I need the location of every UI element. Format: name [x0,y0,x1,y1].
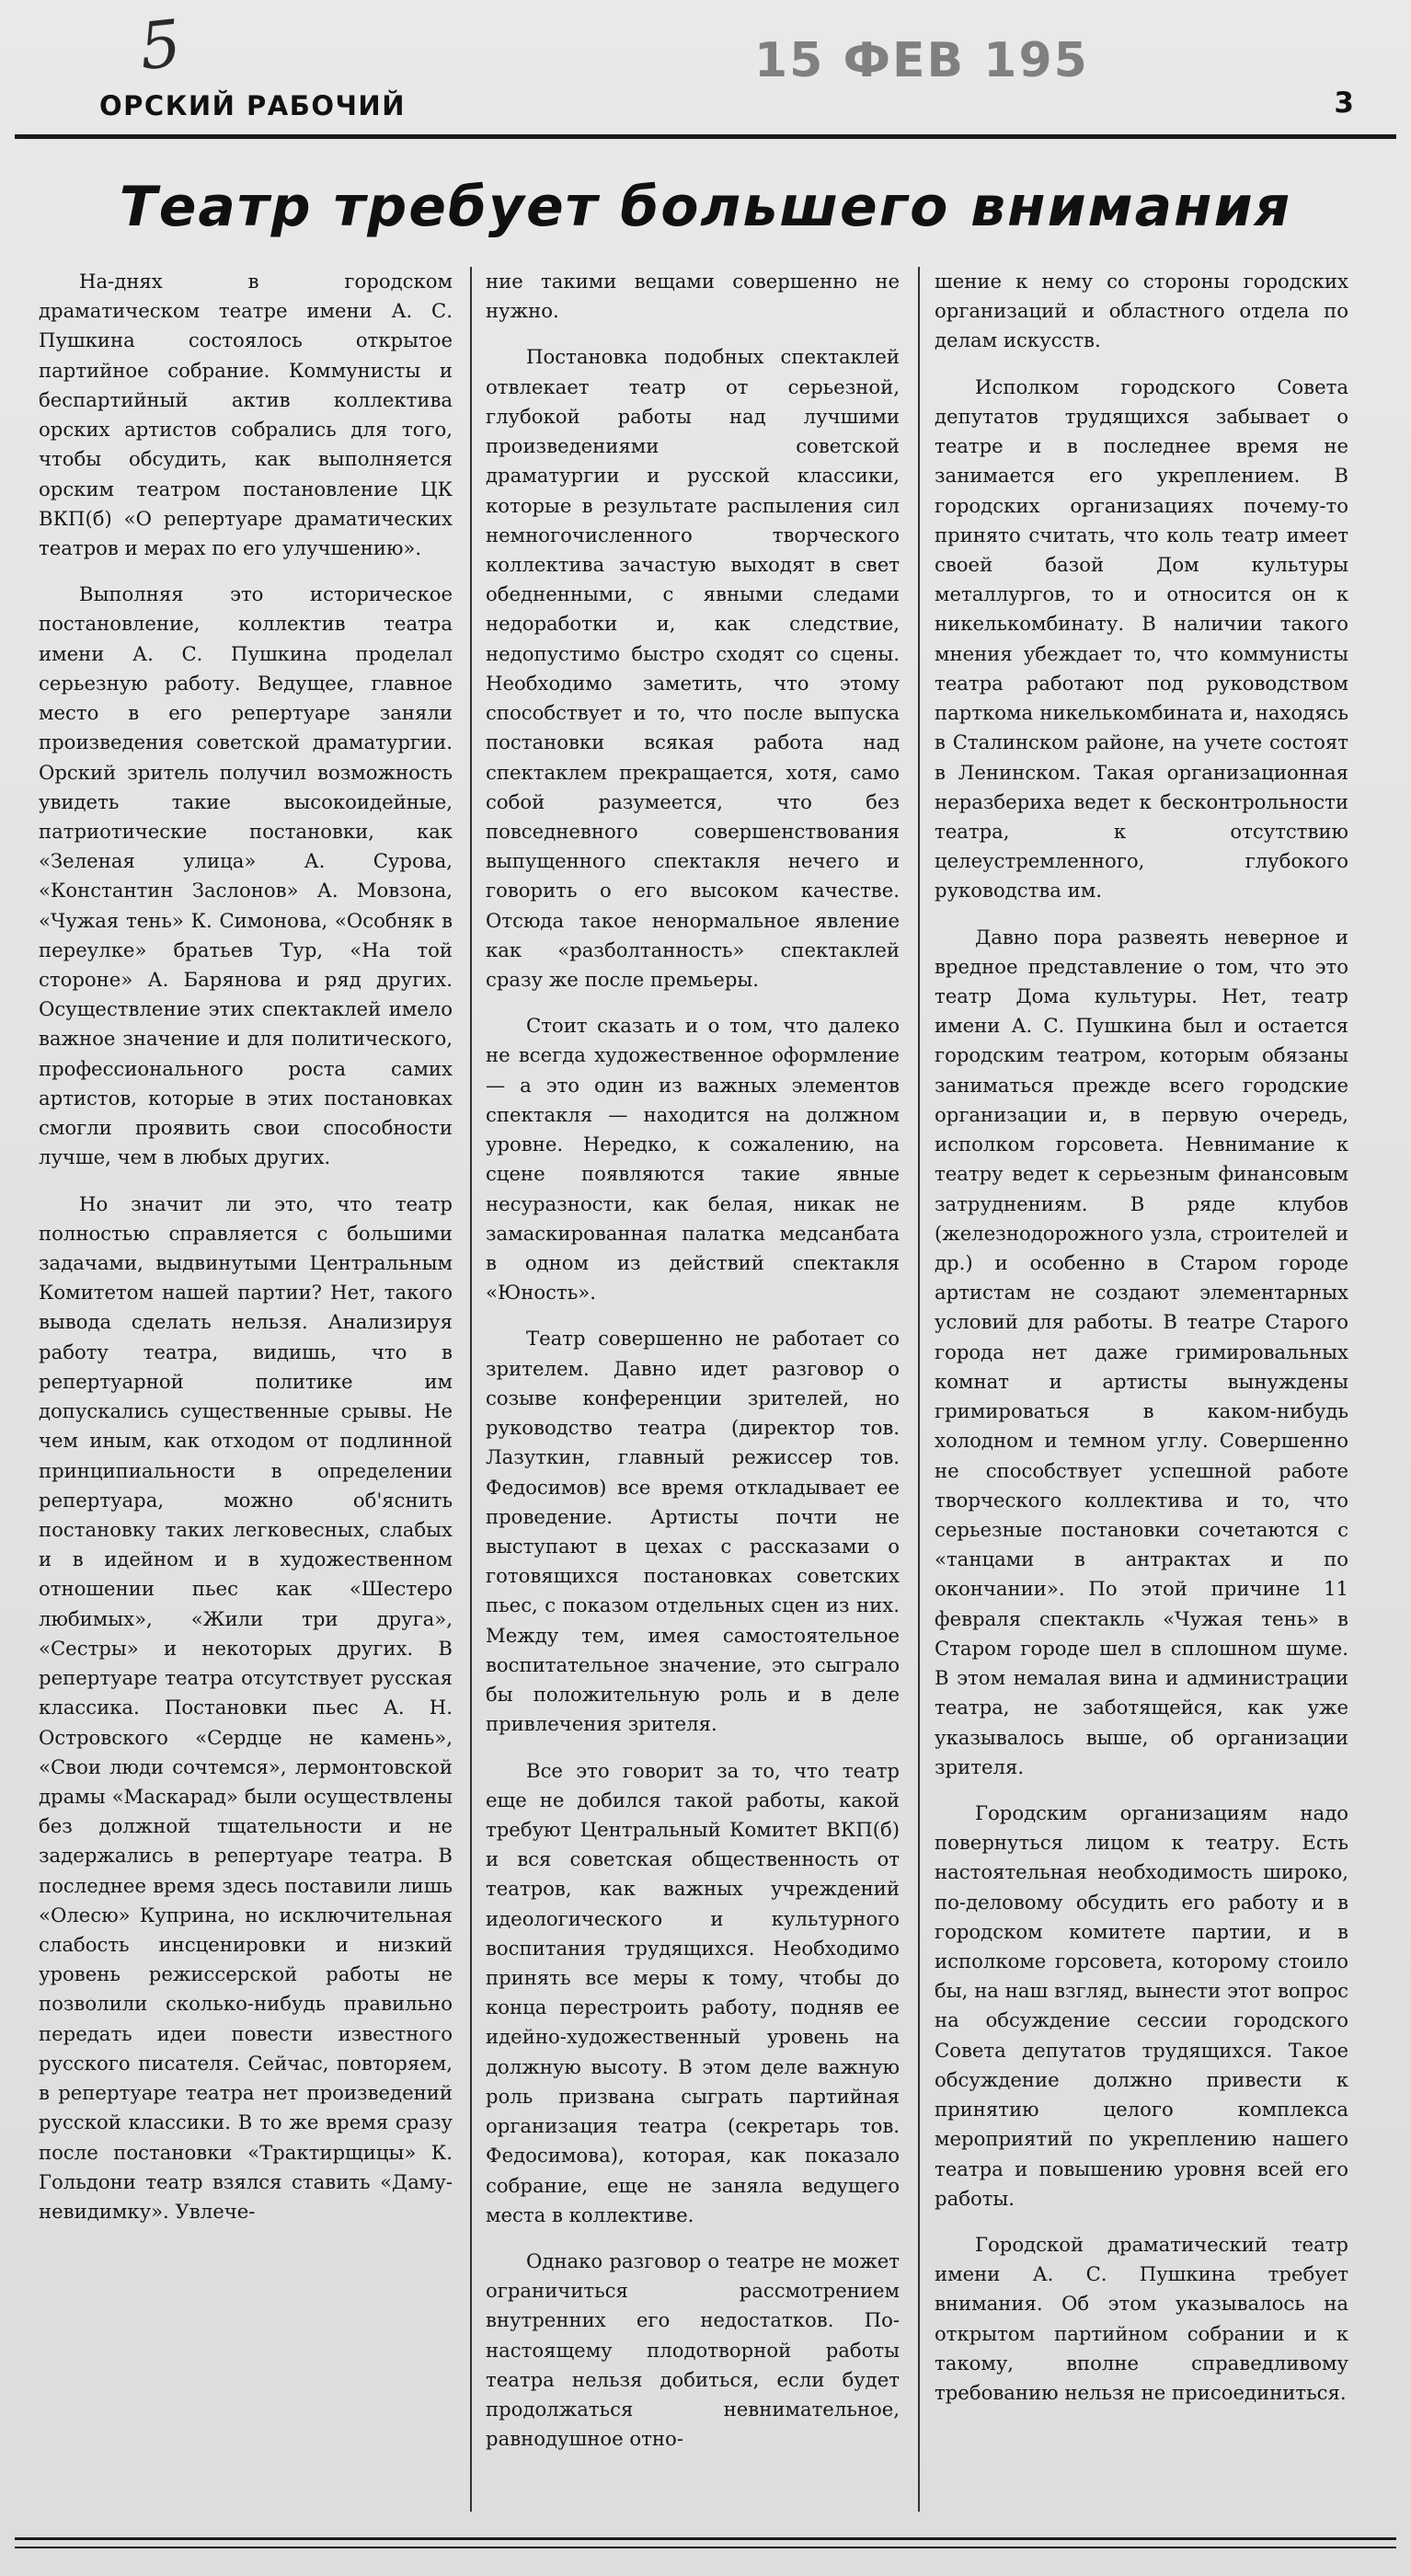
paragraph: Выполняя это историческое постановление, коллектив театра имени А. С. Пушкина проделал серьезную работу. Ведущее, главное место в его репертуаре заняли произведения советской драматургии. Орский зритель получил возможность увидеть такие высокоидейные, патриотические постановки, как «Зеленая улица» А. Сурова, «Константин Заслонов» А. Мовзона, «Чужая тень» К. Симонова, «Особняк в переулке» братьев Тур, «На той стороне» А. Барянова и ряд других. Осуществление этих спектаклей имело важное значение и для политического, профессионального роста самих артистов, которые в этих постановках смогли проявить свои способности лучше, чем в любых других. [39,582,453,1169]
paragraph: Театр совершенно не работает со зрителем. Давно идет разговор о созыве конференции зрителей, но руководство театра (директор тов. Лазуткин, главный режиссер тов. Федосимов) все время откладывает ее проведение. Артисты почти не выступают в цехах с рассказами о готовящихся постановках советских пьес, с показом отдельных сцен из них. Между тем, имея самостоятельное воспитательное значение, это сыграло бы положительную роль и в деле привлечения зрителя. [486,1327,900,1736]
paragraph: На-днях в городском драматическом театре имени А. С. Пушкина состоялось открытое партийное собрание. Коммунисты и беспартийный актив коллектива орских артистов собрались для того, чтобы обсудить, как выполняется орским театром постановление ЦК ВКП(б) «О репертуаре драматических театров и мерах по его улучшению». [39,270,453,559]
article-headline: Театр требует большего внимания [119,175,1292,239]
paragraph-continued: шение к нему со стороны городских организаций и областного отдела по делам искусств. [935,270,1348,352]
header-rule [15,134,1396,139]
date-stamp: 15 ФЕВ 195 [754,33,1089,88]
paragraph: Городским организациям надо повернуться лицом к театру. Есть настоятельная необходимость широко, по-деловому обсудить его работу и в городском комитете партии, и в исполкоме горсовета, которому стоило бы, на наш взгляд, вынести этот вопрос на обсуждение сессии городского Совета депутатов трудящихся. Такое обсуждение должно привести к принятию целого комплекса мероприятий по укреплению нашего театра и повышению уровня всей его работы. [935,1800,1348,2210]
footer-rule [15,2547,1396,2548]
page-number: 3 [1334,86,1354,120]
paragraph: Однако разговор о театре не может ограничиться рассмотрением внутренних его недостатков. По-настоящему плодотворной работы театра нельзя добиться, если будет продолжаться невнимательное, равнодушное отно- [486,2249,900,2451]
paragraph: Стоит сказать и о том, что далеко не всегда художественное оформление — а это один из важных элементов спектакля — находится на должном уровне. Нередко, к сожалению, на сцене появляются такие явные несуразности, как белая, никак не замаскированная палатка медсанбата в одном из действий спектакля «Юность». [486,1014,900,1305]
paragraph-continued: ние такими вещами совершенно не нужно. [486,270,900,323]
paragraph: Все это говорит за то, что театр еще не добился такой работы, какой требуют Центральный Комитет ВКП(б) и вся советская общественность от театров, как важных учреждений идеологического и культурного воспитания трудящихся. Необходимо принять все меры к тому, чтобы до конца перестроить работу, подняв ее идейно-художественный уровень на должную высоту. В этом деле важную роль призвана сыграть партийная организация театра (секретарь тов. Федосимова), которая, как показало собрание, еще не заняла ведущего места в коллективе. [486,1758,900,2226]
footer-rule [15,2537,1396,2540]
handwritten-page-number: 5 [135,5,185,86]
article-column-3 [935,267,1348,2521]
article-column-1 [39,267,453,2521]
article-column-2 [486,267,900,2521]
paragraph: Исполком городского Совета депутатов трудящихся забывает о театре и в последнее время не занимается его укреплением. В городских организациях почему-то принято считать, что коль театр имеет своей базой Дом культуры металлургов, то и относится он к никелькомбинату. В наличии такого мнения убеждает то, что коммунисты театра работают под руководством парткома никелькомбината и, находясь в Сталинском районе, на учете состоят в Ленинском. Такая организационная неразбериха ведет к бесконтрольности театра, к отсутствию целеустремленного, глубокого руководства им. [935,374,1348,903]
paragraph: Но значит ли это, что театр полностью справляется с большими задачами, выдвинутыми Центральным Комитетом нашей партии? Нет, такого вывода сделать нельзя. Анализируя работу театра, видишь, что в репертуарной политике им допускались существенные срывы. Не чем иным, как отходом от подлинной принципиальности в определении репертуара, можно об'яснить постановку таких легковесных, слабых и в идейном и в художественном отношении пьес как «Шестеро любимых», «Жили три друга», «Сестры» и некоторых других. В репертуаре театра отсутствует русская классика. Постановки пьес А. Н. Островского «Сердце не камень», «Свои люди сочтемся», лермонтовской драмы «Маскарад» были осуществлены без должной тщательности и не задержались в репертуаре театра. В последнее время здесь поставили лишь «Олесю» Куприна, но исключительная слабость инсценировки и низкий уровень режиссерской работы не позволили сколько-нибудь правильно передать идеи повести известного русского писателя. Сейчас, повторяем, в репертуаре театра нет произведений русской классики. В то же время сразу после постановки «Трактирщицы» К. Гольдони театр взялся ставить «Даму-невидимку». Увлече- [39,1191,453,2223]
newspaper-name: ОРСКИЙ РАБОЧИЙ [99,90,406,121]
paragraph: Постановка подобных спектаклей отвлекает театр от серьезной, глубокой работы над лучшими произведениями советской драматургии и русской классики, которые в результате распыления сил немногочисленного творческого коллектива зачастую выходят в свет обедненными, с явными следами недоработки и, как следствие, недопустимо быстро сходят со сцены. Необходимо заметить, что этому способствует и то, что после выпуска постановки всякая работа над спектаклем прекращается, хотя, само собой разумеется, что без повседневного совершенствования выпущенного спектакля нечего и говорить о его высоком качестве. Отсюда такое ненормальное явление как «разболтанность» спектаклей сразу же после премьеры. [486,345,900,992]
paragraph: Городской драматический театр имени А. С. Пушкина требует внимания. Об этом указывалось на открытом партийном собрании и к такому, вполне справедливому требованию нельзя не присоединиться. [935,2233,1348,2405]
article-body [39,267,1372,2521]
paragraph: Давно пора развеять неверное и вредное представление о том, что это театр Дома культуры. Нет, театр имени А. С. Пушкина был и остается городским театром, которым обязаны заниматься прежде всего городские организации и, в первую очередь, исполком горсовета. Невнимание к театру ведет к серьезным финансовым затруднениям. В ряде клубов (железнодорожного узла, строителей и др.) и особенно в Старом городе артистам не создают элементарных условий для работы. В театре Старого города нет даже гримировальных комнат и артисты вынуждены гримироваться в каком-нибудь холодном и темном углу. Совершенно не способствует успешной работе творческого коллектива и то, что серьезные постановки сочетаются с «танцами в антрактах и по окончании». По этой причине 11 февраля спектакль «Чужая тень» в Старом городе шел в сплошном шуме. В этом немалая вина и администрации театра, не заботящейся, как уже указывалось выше, об организации зрителя. [935,925,1348,1778]
